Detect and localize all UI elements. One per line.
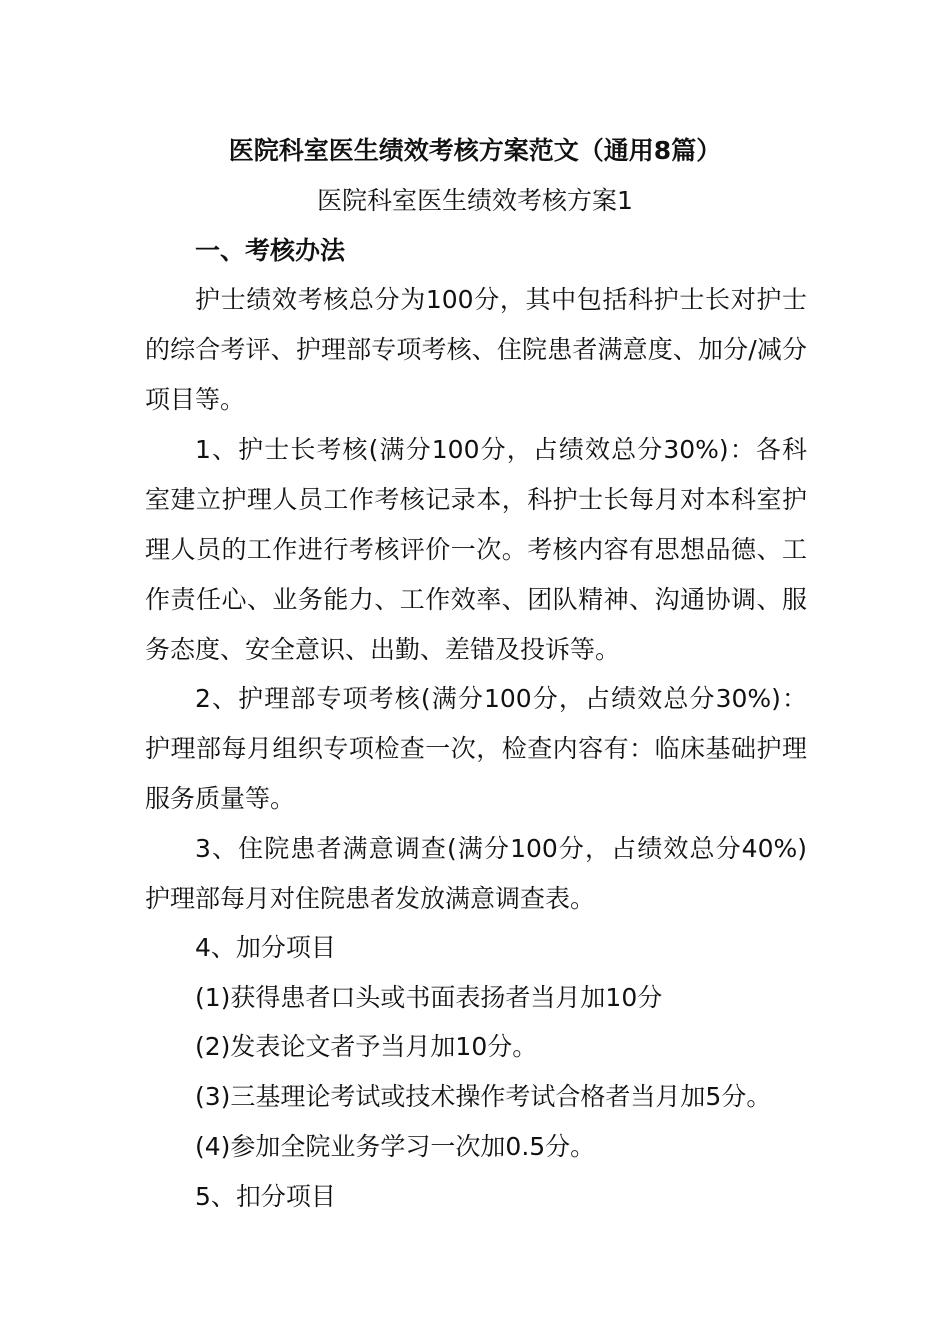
paragraph-text: 3、住院患者满意调查(满分100分，占绩效总分40%)护理部每月对住院患者发放满意调查表。	[145, 834, 807, 913]
list-item: 4、加分项目	[195, 933, 336, 962]
paragraph-text: 1、护士长考核(满分100分，占绩效总分30%)：各科室建立护理人员工作考核记录本，科护士长每月对本科室护理人员的工作进行考核评价一次。考核内容有思想品德、工作责任心、业务能力、工作效率、团队精神、沟通协调、服务态度、安全意识、出勤、差错及投诉等。	[145, 435, 807, 664]
document-subtitle: 医院科室医生绩效考核方案1	[317, 186, 633, 215]
document-title: 医院科室医生绩效考核方案范文（通用8篇）	[228, 136, 722, 165]
paragraph-overview	[145, 275, 807, 425]
list-item: 5、扣分项目	[195, 1182, 336, 1211]
list-item: (1)获得患者口头或书面表扬者当月加10分	[195, 983, 663, 1012]
paragraph-text: 2、护理部专项考核(满分100分，占绩效总分30%)：护理部每月组织专项检查一次，检查内容有：临床基础护理服务质量等。	[145, 684, 807, 813]
paragraph-patient-satisfaction	[145, 824, 807, 924]
paragraph-text: 护士绩效考核总分为100分，其中包括科护士长对护士的综合考评、护理部专项考核、住院患者满意度、加分/减分项目等。	[145, 285, 807, 414]
paragraph-nursing-dept-assessment	[145, 674, 807, 824]
list-item: (4)参加全院业务学习一次加0.5分。	[195, 1132, 596, 1161]
section-heading: 一、考核办法	[195, 236, 346, 265]
list-item: (3)三基理论考试或技术操作考试合格者当月加5分。	[195, 1082, 772, 1111]
paragraph-head-nurse-assessment	[145, 425, 807, 675]
list-item: (2)发表论文者予当月加10分。	[195, 1032, 538, 1061]
